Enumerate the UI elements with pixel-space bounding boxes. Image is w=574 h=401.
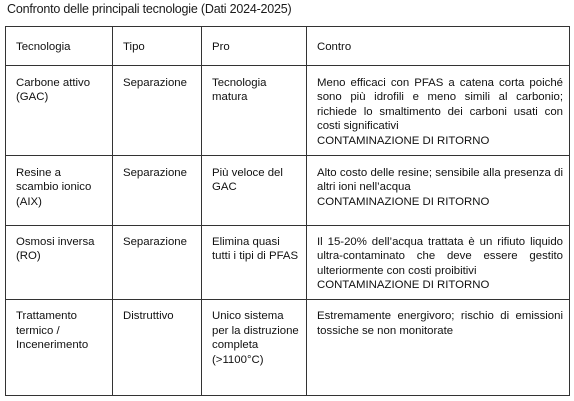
comparison-table	[5, 26, 570, 396]
cell-technology	[6, 155, 113, 225]
technology-name: Carbone attivo (GAC)	[16, 76, 91, 104]
technology-name: Osmosi inversa (RO)	[16, 235, 95, 263]
cell-type	[113, 155, 202, 225]
pro-text: Più veloce del GAC	[212, 166, 283, 194]
cell-type	[113, 299, 202, 395]
cell-contro	[307, 299, 570, 395]
header-type: Tipo	[113, 27, 202, 66]
pro-text: Unico sistema per la distruzione completa (>1100°C)	[212, 309, 299, 366]
header-technology: Tecnologia	[6, 27, 113, 66]
technology-type: Separazione	[123, 166, 187, 179]
cell-pro	[202, 65, 307, 155]
cell-pro	[202, 299, 307, 395]
table-row	[6, 225, 570, 299]
cell-technology	[6, 65, 113, 155]
cell-contro	[307, 225, 570, 299]
table-row	[6, 155, 570, 225]
contamination-tag: CONTAMINAZIONE DI RITORNO	[317, 195, 490, 208]
cell-type	[113, 225, 202, 299]
technology-type: Separazione	[123, 76, 187, 89]
cell-type	[113, 65, 202, 155]
table-row	[6, 299, 570, 395]
cell-contro	[307, 65, 570, 155]
page-title: Confronto delle principali tecnologie (Dati 2024-2025)	[7, 2, 292, 16]
table-row	[6, 65, 570, 155]
cell-pro	[202, 225, 307, 299]
cell-contro	[307, 155, 570, 225]
technology-type: Distruttivo	[123, 309, 174, 322]
pro-text: Tecnologia matura	[212, 76, 267, 104]
technology-type: Separazione	[123, 235, 187, 248]
table-header-row	[6, 27, 570, 66]
contro-text: Estremamente energivoro; rischio di emissioni tossiche se non monitorate	[317, 309, 563, 337]
technology-name: Resine a scambio ionico (AIX)	[16, 166, 92, 208]
technology-name: Trattamento termico / Incenerimento	[16, 309, 89, 352]
cell-technology	[6, 299, 113, 395]
contro-text: Meno efficaci con PFAS a catena corta poiché sono più idrofili e meno simili al carbonio; richiede lo smaltimento dei carboni usati con costi significativi	[317, 76, 563, 133]
header-pro: Pro	[202, 27, 307, 66]
contamination-tag: CONTAMINAZIONE DI RITORNO	[317, 134, 490, 147]
pro-text: Elimina quasi tutti i tipi di PFAS	[212, 235, 299, 263]
cell-pro	[202, 155, 307, 225]
contamination-tag: CONTAMINAZIONE DI RITORNO	[317, 279, 490, 292]
cell-technology	[6, 225, 113, 299]
header-contro: Contro	[307, 27, 570, 66]
contro-text: Il 15-20% dell’acqua trattata è un rifiuto liquido ultra-contaminato che deve essere gestito ulteriormente con costi proibitivi	[317, 235, 563, 277]
contro-text: Alto costo delle resine; sensibile alla presenza di altri ioni nell’acqua	[317, 166, 563, 194]
